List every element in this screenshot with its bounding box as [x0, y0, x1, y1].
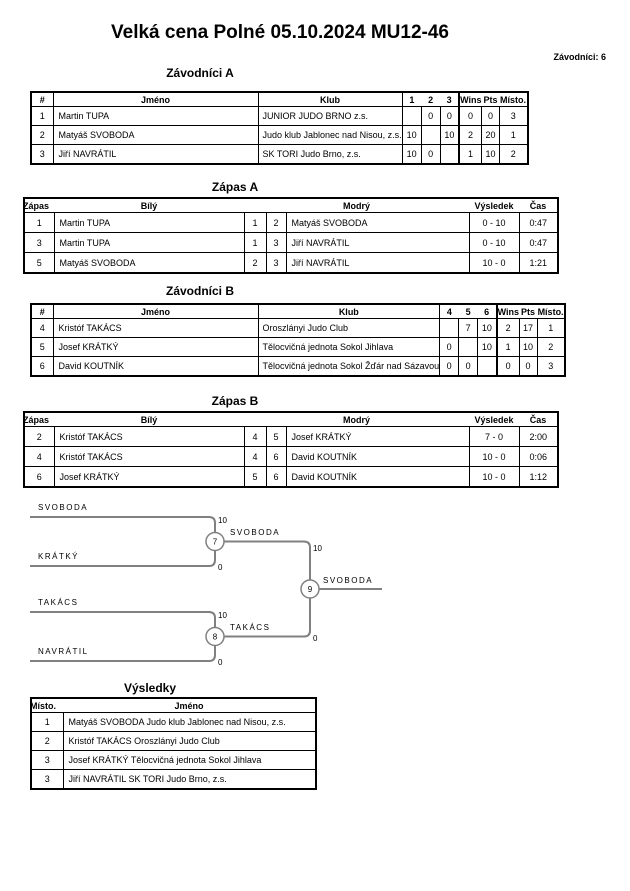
cell-result: 0 - 10 [469, 233, 519, 253]
cell-white-name: Martin TUPA [54, 233, 244, 253]
cell-result: 10 - 0 [469, 447, 519, 467]
header-row [31, 304, 565, 319]
cell-score-1: 10 [402, 145, 421, 165]
table-zapas-b [23, 411, 559, 488]
cell-blue-seed: 6 [266, 447, 286, 467]
col-header-match: Zápas [24, 412, 54, 427]
table-row [31, 319, 565, 338]
col-header-time: Čas [519, 412, 558, 427]
header-row [31, 92, 528, 107]
cell-blue-name: David KOUTNÍK [286, 467, 469, 488]
col-header-name: Jméno [53, 304, 258, 319]
cell-white-seed: 4 [244, 427, 266, 447]
cell-white-name: Matyáš SVOBODA [54, 253, 244, 274]
cell-club: Tělocvičná jednota Sokol Jihlava [258, 338, 440, 357]
col-header-pts: Pts [482, 92, 500, 107]
col-header-pts: Pts [519, 304, 537, 319]
bracket-entry-label: NAVRÁTIL [38, 647, 89, 656]
cell-score-1: 0 [440, 338, 459, 357]
bracket-score: 0 [218, 563, 223, 572]
cell-pts: 10 [482, 145, 500, 165]
cell-pts: 20 [482, 126, 500, 145]
col-header-white: Bílý [54, 198, 244, 213]
cell-place: 3 [500, 107, 528, 126]
cell-match-num: 1 [24, 213, 54, 233]
cell-wins: 2 [459, 126, 481, 145]
col-header-blue: Modrý [244, 198, 469, 213]
cell-place: 2 [31, 732, 63, 751]
cell-match-num: 5 [24, 253, 54, 274]
col-header-blue: Modrý [244, 412, 469, 427]
cell-result: 10 - 0 [469, 253, 519, 274]
cell-pts: 10 [519, 338, 537, 357]
col-header-match: Zápas [24, 198, 54, 213]
col-header-m2: 2 [421, 92, 440, 107]
cell-match-num: 3 [24, 233, 54, 253]
col-header-m1: 1 [402, 92, 421, 107]
cell-score-1 [440, 319, 459, 338]
table-row [24, 213, 558, 233]
table-zavodnici-a [30, 91, 529, 165]
cell-match-num: 2 [24, 427, 54, 447]
bracket-winner-label: SVOBODA [230, 528, 281, 537]
table-row [24, 447, 558, 467]
cell-name: Matyáš SVOBODA Judo klub Jablonec nad Nisou, z.s. [63, 713, 316, 732]
cell-score-3: 10 [478, 338, 497, 357]
col-header-wins: Wins [459, 92, 481, 107]
col-header-place: Místo. [31, 698, 63, 713]
table-row [31, 357, 565, 377]
bracket-diagram [20, 495, 410, 680]
cell-place: 1 [500, 126, 528, 145]
bracket-score: 10 [313, 544, 322, 553]
cell-blue-name: Jiří NAVRÁTIL [286, 233, 469, 253]
cell-score-3 [440, 145, 459, 165]
cell-club: Tělocvičná jednota Sokol Žďár nad Sázavou [258, 357, 440, 377]
cell-score-2: 0 [459, 357, 478, 377]
bracket-score: 10 [218, 516, 227, 525]
cell-blue-name: Jiří NAVRÁTIL [286, 253, 469, 274]
cell-white-seed: 1 [244, 213, 266, 233]
cell-num: 2 [31, 126, 53, 145]
cell-white-seed: 1 [244, 233, 266, 253]
table-row [31, 732, 316, 751]
cell-score-1 [402, 107, 421, 126]
col-header-num: # [31, 92, 53, 107]
bracket-winner-label: TAKÁCS [230, 623, 271, 632]
col-header-white: Bílý [54, 412, 244, 427]
table-zavodnici-b [30, 303, 566, 377]
col-header-num: # [31, 304, 53, 319]
cell-result: 7 - 0 [469, 427, 519, 447]
col-header-club: Klub [258, 92, 402, 107]
bracket-entry-label: SVOBODA [38, 503, 89, 512]
table-row [31, 126, 528, 145]
bracket-score: 10 [218, 611, 227, 620]
header-row [31, 698, 316, 713]
table-row [31, 338, 565, 357]
cell-num: 1 [31, 107, 53, 126]
heading-zavodnici-a: Závodníci A [166, 66, 234, 80]
cell-blue-name: David KOUTNÍK [286, 447, 469, 467]
cell-name: Martin TUPA [53, 107, 258, 126]
cell-name: Matyáš SVOBODA [53, 126, 258, 145]
cell-place: 2 [537, 338, 565, 357]
table-row [31, 107, 528, 126]
table-row [24, 233, 558, 253]
table-row [24, 467, 558, 488]
col-header-m3: 6 [478, 304, 497, 319]
cell-score-1: 10 [402, 126, 421, 145]
bracket-match-number: 8 [212, 632, 218, 642]
cell-result: 0 - 10 [469, 213, 519, 233]
cell-score-3: 10 [478, 319, 497, 338]
cell-blue-seed: 5 [266, 427, 286, 447]
cell-score-3 [478, 357, 497, 377]
cell-white-seed: 4 [244, 447, 266, 467]
cell-score-2 [459, 338, 478, 357]
participants-count: Závodníci: 6 [553, 52, 606, 62]
cell-time: 1:12 [519, 467, 558, 488]
cell-blue-seed: 2 [266, 213, 286, 233]
cell-name: Josef KRÁTKÝ [53, 338, 258, 357]
cell-match-num: 4 [24, 447, 54, 467]
cell-place: 1 [31, 713, 63, 732]
bracket-score: 0 [313, 634, 318, 643]
cell-time: 2:00 [519, 427, 558, 447]
cell-white-name: Josef KRÁTKÝ [54, 467, 244, 488]
col-header-name: Jméno [63, 698, 316, 713]
cell-pts: 0 [519, 357, 537, 377]
cell-club: Oroszlányi Judo Club [258, 319, 440, 338]
col-header-result: Výsledek [469, 198, 519, 213]
bracket-entry-label: TAKÁCS [38, 598, 79, 607]
cell-num: 6 [31, 357, 53, 377]
cell-place: 3 [537, 357, 565, 377]
col-header-place: Místo. [500, 92, 528, 107]
cell-white-seed: 2 [244, 253, 266, 274]
col-header-wins: Wins [497, 304, 519, 319]
table-row [31, 770, 316, 790]
cell-pts: 0 [482, 107, 500, 126]
col-header-time: Čas [519, 198, 558, 213]
cell-num: 3 [31, 145, 53, 165]
bracket-match-number: 7 [212, 537, 218, 547]
cell-score-3: 10 [440, 126, 459, 145]
cell-result: 10 - 0 [469, 467, 519, 488]
cell-place: 3 [31, 751, 63, 770]
cell-num: 4 [31, 319, 53, 338]
cell-wins: 2 [497, 319, 519, 338]
cell-place: 2 [500, 145, 528, 165]
cell-pts: 17 [519, 319, 537, 338]
col-header-m2: 5 [459, 304, 478, 319]
cell-time: 0:06 [519, 447, 558, 467]
cell-time: 0:47 [519, 213, 558, 233]
cell-white-name: Kristóf TAKÁCS [54, 427, 244, 447]
table-zapas-a [23, 197, 559, 274]
table-row [31, 751, 316, 770]
cell-wins: 0 [459, 107, 481, 126]
cell-match-num: 6 [24, 467, 54, 488]
cell-name: Josef KRÁTKÝ Tělocvičná jednota Sokol Jihlava [63, 751, 316, 770]
cell-place: 1 [537, 319, 565, 338]
cell-blue-seed: 3 [266, 253, 286, 274]
cell-blue-name: Matyáš SVOBODA [286, 213, 469, 233]
cell-white-seed: 5 [244, 467, 266, 488]
table-row [31, 713, 316, 732]
cell-name: David KOUTNÍK [53, 357, 258, 377]
cell-white-name: Kristóf TAKÁCS [54, 447, 244, 467]
cell-club: SK TORI Judo Brno, z.s. [258, 145, 402, 165]
cell-club: JUNIOR JUDO BRNO z.s. [258, 107, 402, 126]
heading-vysledky: Výsledky [123, 681, 177, 695]
table-row [24, 427, 558, 447]
heading-zapas-a: Zápas A [211, 180, 259, 194]
cell-score-2 [421, 126, 440, 145]
cell-name: Jiří NAVRÁTIL [53, 145, 258, 165]
cell-wins: 0 [497, 357, 519, 377]
header-row [24, 198, 558, 213]
cell-wins: 1 [497, 338, 519, 357]
cell-white-name: Martin TUPA [54, 213, 244, 233]
cell-time: 1:21 [519, 253, 558, 274]
col-header-name: Jméno [53, 92, 258, 107]
col-header-place: Místo. [537, 304, 565, 319]
col-header-m3: 3 [440, 92, 459, 107]
cell-wins: 1 [459, 145, 481, 165]
cell-score-2: 7 [459, 319, 478, 338]
cell-score-1: 0 [440, 357, 459, 377]
cell-blue-seed: 6 [266, 467, 286, 488]
table-row [31, 145, 528, 165]
col-header-result: Výsledek [469, 412, 519, 427]
page-title: Velká cena Polné 05.10.2024 MU12-46 [111, 22, 449, 43]
heading-zapas-b: Zápas B [211, 394, 259, 408]
bracket-champion-label: SVOBODA [323, 576, 374, 585]
cell-name: Jiří NAVRÁTIL SK TORI Judo Brno, z.s. [63, 770, 316, 790]
col-header-m1: 4 [440, 304, 459, 319]
cell-num: 5 [31, 338, 53, 357]
heading-zavodnici-b: Závodníci B [165, 284, 234, 298]
cell-score-2: 0 [421, 145, 440, 165]
bracket-score: 0 [218, 658, 223, 667]
table-vysledky [30, 697, 317, 790]
cell-place: 3 [31, 770, 63, 790]
cell-time: 0:47 [519, 233, 558, 253]
bracket-entry-label: KRÁTKÝ [38, 552, 80, 561]
bracket-match-number: 9 [307, 585, 313, 594]
header-row [24, 412, 558, 427]
cell-score-3: 0 [440, 107, 459, 126]
cell-club: Judo klub Jablonec nad Nisou, z.s. [258, 126, 402, 145]
cell-name: Kristóf TAKÁCS Oroszlányi Judo Club [63, 732, 316, 751]
cell-blue-seed: 3 [266, 233, 286, 253]
cell-blue-name: Josef KRÁTKÝ [286, 427, 469, 447]
col-header-club: Klub [258, 304, 440, 319]
cell-name: Kristóf TAKÁCS [53, 319, 258, 338]
cell-score-2: 0 [421, 107, 440, 126]
table-row [24, 253, 558, 274]
